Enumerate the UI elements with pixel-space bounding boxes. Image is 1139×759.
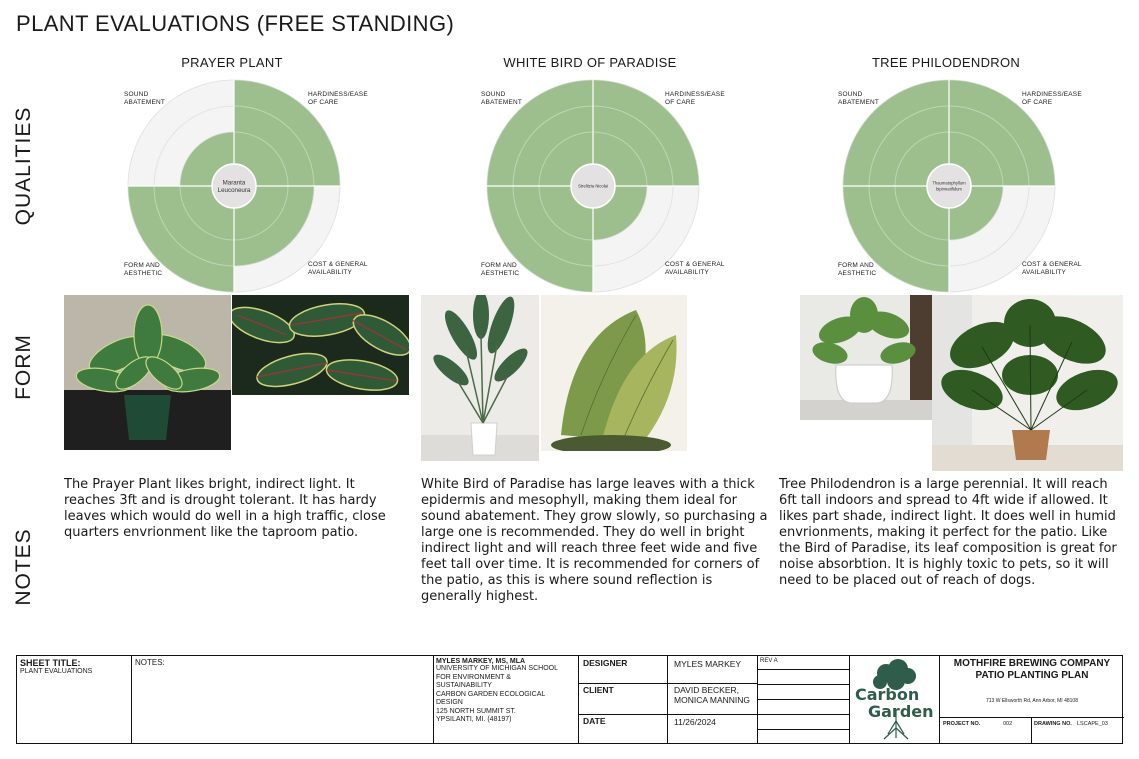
client-value: DAVID BECKER, MONICA MANNING xyxy=(674,685,751,705)
photo-tree-philodendron-pot xyxy=(800,295,934,420)
sheet-title-label: SHEET TITLE: xyxy=(20,658,81,668)
drawing-no-label: DRAWING NO. xyxy=(1034,721,1072,727)
author-name: MYLES MARKEY, MS, MLA xyxy=(436,658,526,665)
label-hardiness: HARDINESS/EASE OF CARE xyxy=(308,91,368,106)
author-line: UNIVERSITY OF MICHIGAN SCHOOL xyxy=(436,665,558,672)
center-label: Strelitzia Nicolai xyxy=(578,183,608,189)
center-label: bipinnatifidum xyxy=(936,186,962,192)
label-sound: SOUND ABATEMENT xyxy=(838,91,880,106)
logo-text-1: Carbon xyxy=(855,685,920,704)
sheet-title-cell xyxy=(17,656,132,743)
label-sound: SOUND ABATEMENT xyxy=(124,91,166,106)
label-cost: COST & GENERAL AVAILABILITY xyxy=(1022,261,1082,276)
plant-title-prayer: PRAYER PLANT xyxy=(181,55,283,70)
company-name: MOTHFIRE BREWING COMPANY xyxy=(953,658,1111,669)
logo-cell xyxy=(850,656,940,743)
qualities-label: QUALITIES xyxy=(12,106,35,226)
photo-prayer-plant-leaves xyxy=(232,295,409,395)
author-line: SUSTAINABILITY xyxy=(436,682,492,689)
notes-philodendron: Tree Philodendron is a large perennial. It will reach 6ft tall indoors and spread to 4ft wide if allowed. It likes part shade, indirect light. It does well in humid envrionments, making it perfect for the patio. Like the Bird of Paradise, its leaf composition is great for noise absorbtion. It is highly toxic to pets, so it will need to be placed out of reach of dogs. xyxy=(779,477,1117,588)
center-label: Leuconeura xyxy=(217,187,251,195)
project-no-label: PROJECT NO. xyxy=(943,721,981,727)
label-hardiness: HARDINESS/EASE OF CARE xyxy=(665,91,725,106)
label-form: FORM AND AESTHETIC xyxy=(124,262,163,277)
project-cell xyxy=(940,656,1124,743)
notes-label: NOTES xyxy=(12,528,35,606)
date-label: DATE xyxy=(583,716,606,726)
designer-value: MYLES MARKEY xyxy=(674,659,742,669)
drawing-no-value: LSCAPE_03 xyxy=(1077,721,1108,727)
labels-cell xyxy=(579,656,668,743)
label-form: FORM AND AESTHETIC xyxy=(481,262,520,277)
title-block xyxy=(16,655,1123,744)
label-form: FORM AND AESTHETIC xyxy=(838,262,877,277)
values-cell xyxy=(668,656,758,743)
project-address: 713 W Ellsworth Rd, Ann Arbor, MI 48108 xyxy=(986,698,1078,704)
author-cell xyxy=(434,656,579,743)
center-label: Maranta xyxy=(222,179,246,187)
notes-prayer: The Prayer Plant likes bright, indirect light. It reaches 3ft and is drought tolerant. It has hardy leaves which would do well in a high traffic, close quarters envrionment like the taproom patio. xyxy=(64,477,386,540)
author-line: CARBON GARDEN ECOLOGICAL xyxy=(436,690,546,698)
plant-title-bird: WHITE BIRD OF PARADISE xyxy=(503,55,677,70)
form-label: FORM xyxy=(12,334,35,400)
plant-title-philodendron: TREE PHILODENDRON xyxy=(871,55,1021,70)
rev-label: REV A xyxy=(760,658,778,664)
project-name: PATIO PLANTING PLAN xyxy=(975,670,1089,681)
logo-text-2: Garden xyxy=(868,702,934,721)
author-line: DESIGN xyxy=(436,699,463,706)
photo-prayer-plant-pot xyxy=(64,295,231,450)
notes-label: NOTES: xyxy=(135,658,165,667)
author-line: 125 NORTH SUMMIT ST. xyxy=(436,707,516,715)
label-cost: COST & GENERAL AVAILABILITY xyxy=(308,261,368,276)
photo-tree-philodendron-large xyxy=(932,295,1123,471)
client-label: CLIENT xyxy=(583,685,614,695)
revisions-cell xyxy=(758,656,850,743)
photo-bird-of-paradise-leaf xyxy=(541,295,687,451)
label-cost: COST & GENERAL AVAILABILITY xyxy=(665,261,725,276)
project-no-value: 002 xyxy=(1003,721,1013,727)
sheet-title-value: PLANT EVALUATIONS xyxy=(20,668,93,675)
author-line: YPSILANTI, MI. (48197) xyxy=(436,716,512,723)
notes-bird: White Bird of Paradise has large leaves with a thick epidermis and mesophyll, making them ideal for sound abatement. They grow slowly, so purchasing a large one is recommended. They do well in bright indirect light and will reach three feet wide and five feet tall over time. It is recommended for corners of the patio, as this is where sound reflection is generally highest. xyxy=(421,477,768,604)
photo-bird-of-paradise-pot xyxy=(421,295,539,461)
label-hardiness: HARDINESS/EASE OF CARE xyxy=(1022,91,1082,106)
notes-cell xyxy=(132,656,434,743)
page-title: PLANT EVALUATIONS (FREE STANDING) xyxy=(16,11,455,36)
label-sound: SOUND ABATEMENT xyxy=(481,91,523,106)
author-line: FOR ENVIRONMENT & xyxy=(436,673,511,681)
date-value: 11/26/2024 xyxy=(674,717,716,727)
designer-label: DESIGNER xyxy=(583,658,628,668)
center-label: Thaumatophyllum xyxy=(932,180,966,186)
